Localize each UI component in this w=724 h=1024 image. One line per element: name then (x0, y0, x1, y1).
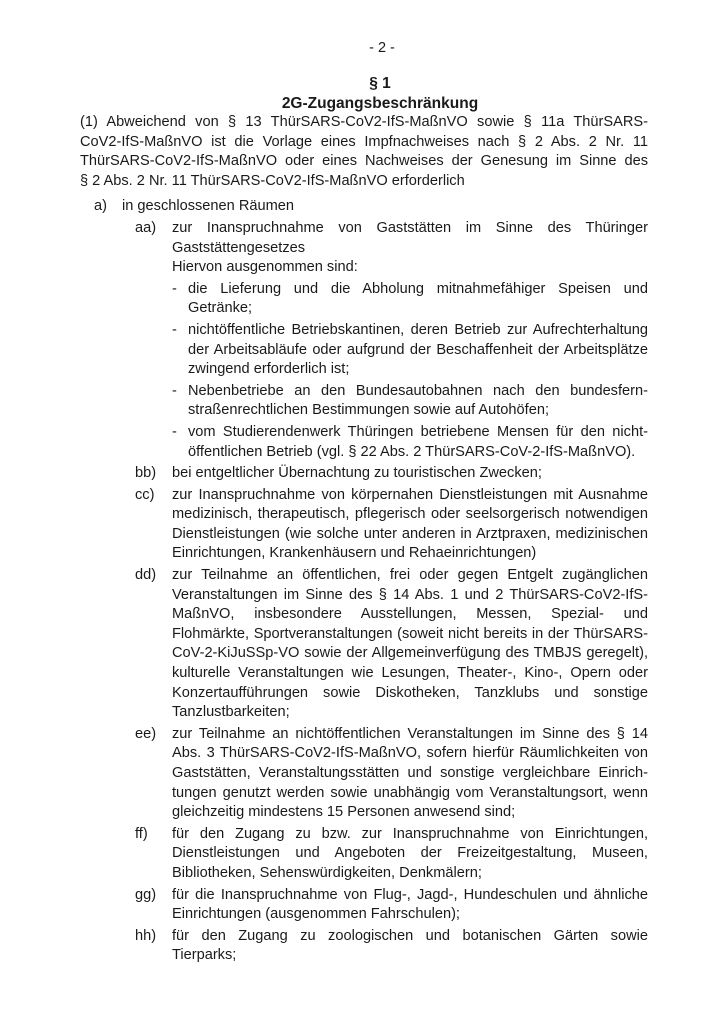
intro-line: ThürSARS-CoV2-IfS-MaßnVO oder eines Nachweises der Genesung im Sinne des (80, 153, 648, 170)
item-a (0, 197, 648, 217)
bullet-text: nichtöffentliche Betriebskantinen, deren Betrieb zur Aufrechterhaltung der Arbeitsabläufe oder aufgrund der Beschaffenheit der Arbeitsplätze zwingend erforderlich ist; (188, 321, 648, 378)
section-title: 2G-Zugangsbeschränkung (281, 95, 479, 112)
sub-item-gg (0, 886, 648, 925)
exclusion-bullet (0, 321, 648, 380)
sub-item-hh (0, 927, 648, 966)
body-text (80, 113, 648, 966)
exclusion-bullet (0, 423, 648, 462)
intro-line: § 2 Abs. 2 Nr. 11 ThürSARS-CoV2-IfS-MaßnVO erforderlich (80, 172, 465, 189)
sub-item-ee (0, 725, 648, 823)
sub-item-label: bb) (135, 465, 157, 482)
sub-item-cc (0, 486, 648, 564)
exclusion-bullet (0, 280, 648, 319)
page-number: - 2 - (369, 40, 395, 56)
bullet-dash: - (172, 280, 177, 297)
sub-item-text: für den Zugang zu bzw. zur Inanspruchnahme von Einrichtungen, Dienstleistungen und Angeboten der Freizeitgestaltung, Museen, Bibliotheken, Sehenswürdigkeiten, Denkmälern; (172, 825, 648, 881)
sub-item-aa (0, 219, 648, 278)
exclusion-bullet (0, 382, 648, 421)
sub-item-bb (0, 464, 648, 484)
intro-line: CoV2-IfS-MaßnVO ist die Vorlage eines Impfnachweises nach § 2 Abs. 2 Nr. 11 (80, 133, 648, 150)
sub-item-label: cc) (135, 486, 155, 503)
sub-item-label: ff) (135, 825, 148, 842)
paragraph-1-intro (80, 113, 648, 191)
sub-item-dd (0, 566, 648, 723)
sub-item-ff (0, 825, 648, 884)
item-text: in geschlossenen Räumen (122, 198, 294, 215)
bullet-dash: - (172, 382, 177, 399)
sub-item-text: zur Teilnahme an öffentlichen, frei oder gegen Entgelt zugänglichen Veranstaltungen im Sinne des § 14 Abs. 1 und 2 ThürSARS-CoV2-IfS-MaßnVO, insbesondere Ausstellungen, Messen, Spezial- und Flohmärkte, Sportveranstaltungen (soweit nicht bereits in der ThürSARS-CoV-2-KiJuSSp-VO sowie der Allgemeinverfügung des TMBJS geregelt), kulturelle Veranstaltungen wie Lesungen, Theater-, Kino-, Opern oder Konzertaufführungen sowie Diskotheken, Tanzklubs und sonstige Tanzlustbarkeiten; (172, 567, 648, 721)
bullet-dash: - (172, 321, 177, 338)
sub-item-text: für die Inanspruchnahme von Flug-, Jagd-, Hundeschulen und ähnliche Einrichtungen (ausgenommen Fahrschulen); (172, 886, 648, 923)
bullet-dash: - (172, 423, 177, 440)
sub-item-text: bei entgeltlicher Übernachtung zu touristischen Zwecken; (172, 465, 542, 482)
bullet-text: vom Studierendenwerk Thüringen betriebene Mensen für den nicht-öffentlichen Betrieb (vgl. § 22 Abs. 2 ThürSARS-CoV-2-IfS-MaßnVO). (188, 423, 648, 460)
sub-item-label: aa) (135, 219, 157, 236)
sub-item-label: gg) (135, 886, 157, 903)
bullet-text: Nebenbetriebe an den Bundesautobahnen nach den bundesfern-straßenrechtlichen Bestimmungen sowie auf Autohöfen; (188, 382, 648, 419)
sub-item-label: hh) (135, 927, 157, 944)
sub-item-text: für den Zugang zu zoologischen und botanischen Gärten sowie Tierparks; (172, 927, 648, 964)
sub-item-text: zur Inanspruchnahme von körpernahen Dienstleistungen mit Ausnahme medizinisch, therapeutisch, pflegerisch oder seelsorgerisch notwendigen Dienstleistungen (wie solche unter anderen in Arztpraxen, medizinischen Einrichtungen, Krankenhäusern und Rehaeinrichtungen) (172, 486, 648, 562)
section-sign: § 1 (369, 75, 391, 92)
sub-item-label: dd) (135, 567, 157, 584)
section-heading (0, 74, 724, 114)
intro-line: (1) Abweichend von § 13 ThürSARS-CoV2-IfS-MaßnVO sowie § 11a ThürSARS- (80, 114, 648, 130)
bullet-text: die Lieferung und die Abholung mitnahmefähiger Speisen und Getränke; (188, 280, 648, 317)
sub-item-text: zur Teilnahme an nichtöffentlichen Veranstaltungen im Sinne des § 14 Abs. 3 ThürSARS-CoV2-IfS-MaßnVO, sofern hierfür Räumlichkeiten von Gaststätten, Veranstaltungsstätten und sonstige vergleichbare Einrich-tungen genutzt werden sowie unabhängig vom Veranstaltungsort, wenn gleichzeitig mindestens 15 Personen anwesend sind; (172, 725, 648, 821)
item-label: a) (94, 198, 107, 215)
sub-item-text: zur Inanspruchnahme von Gaststätten im Sinne des Thüringer Gaststättengesetzes (172, 219, 648, 256)
exclusion-intro: Hiervon ausgenommen sind: (172, 259, 358, 276)
sub-item-label: ee) (135, 725, 157, 742)
